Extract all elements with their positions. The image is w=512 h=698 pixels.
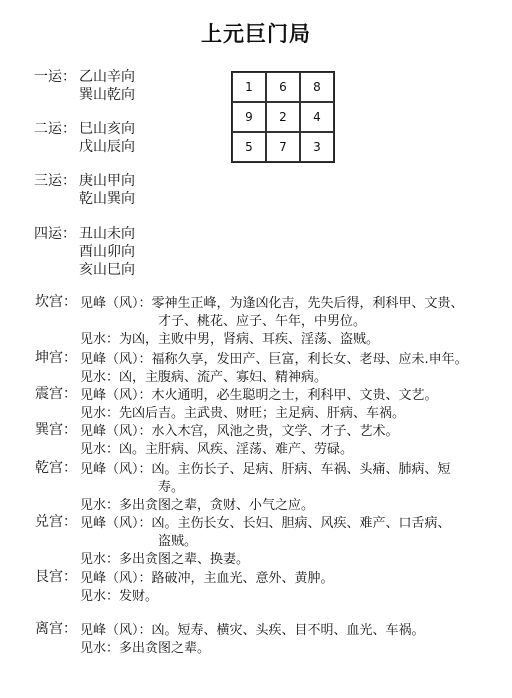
yun-2-dir-1: 巳山亥向 bbox=[79, 121, 135, 137]
palace-gen-shui: 见水：发财。 bbox=[80, 589, 159, 604]
palace-xun-label: 巽宫： bbox=[35, 422, 77, 438]
palace-xun-feng: 见峰（风）：水入木宫，风池之贵，文学、才子、艺术。 bbox=[80, 424, 399, 439]
palace-kan-feng-cont: 才子、桃花、应子、午年，中男位。 bbox=[158, 314, 367, 329]
palace-dui-feng-cont: 盗贼。 bbox=[158, 534, 198, 549]
grid-cell: 8 bbox=[300, 72, 334, 102]
palace-kan-label: 坎宫： bbox=[35, 294, 77, 310]
palace-kun-shui: 见水：凶，主腹病、流产、寡妇、精神病。 bbox=[80, 370, 328, 385]
yun-1-dir-1: 乙山辛向 bbox=[79, 69, 135, 85]
yun-2-dir-2: 戊山辰向 bbox=[79, 139, 135, 155]
grid-cell: 4 bbox=[300, 102, 334, 132]
grid-cell: 1 bbox=[232, 72, 266, 102]
palace-qian-label: 乾宫： bbox=[35, 460, 77, 476]
yun-3-dir-2: 乾山巽向 bbox=[79, 191, 135, 207]
palace-kun-feng: 见峰（风）：福称久享，发田产、巨富，利长女、老母、应未.申年。 bbox=[80, 352, 468, 367]
palace-qian-feng-cont: 寿。 bbox=[158, 480, 185, 495]
palace-dui-shui: 见水：多出贪图之辈、换妻。 bbox=[80, 552, 250, 567]
palace-dui-feng: 见峰（风）：凶。主伤长女、长妇、胆病、风疾、难产、口舌病、 bbox=[80, 516, 451, 531]
yun-3-label: 三运： bbox=[34, 173, 76, 189]
palace-qian-shui: 见水：多出贪图之辈，贪财、小气之应。 bbox=[80, 498, 315, 513]
yun-4-dir-3: 亥山巳向 bbox=[79, 262, 135, 278]
palace-gen-feng: 见峰（风）：路破冲，主血光、意外、黄肿。 bbox=[80, 571, 334, 586]
yun-1-label: 一运： bbox=[34, 69, 76, 85]
grid-cell: 9 bbox=[232, 102, 266, 132]
palace-qian-feng: 见峰（风）：凶。主伤长子、足病、肝病、车祸、头痛、肺病、短 bbox=[80, 462, 451, 477]
yun-4-dir-2: 酉山卯向 bbox=[79, 244, 135, 260]
palace-kun-label: 坤宫： bbox=[35, 350, 77, 366]
palace-gen-label: 艮宫： bbox=[35, 569, 77, 585]
grid-cell: 5 bbox=[232, 132, 266, 162]
palace-zhen-feng: 见峰（风）：木火通明，必生聪明之士，利科甲、文贵、文艺。 bbox=[80, 388, 438, 403]
yun-2-label: 二运： bbox=[34, 121, 76, 137]
yun-4-dir-1: 丑山未向 bbox=[79, 226, 135, 242]
grid-cell: 3 bbox=[300, 132, 334, 162]
palace-li-shui: 见水：多出贪图之辈。 bbox=[80, 641, 211, 656]
palace-zhen-shui: 见水：先凶后吉。主武贵、财旺；主足病、肝病、车祸。 bbox=[80, 406, 406, 421]
yun-1-dir-2: 巽山乾向 bbox=[79, 87, 135, 103]
grid-cell: 6 bbox=[266, 72, 300, 102]
palace-dui-label: 兑宫： bbox=[35, 514, 77, 530]
palace-zhen-label: 震宫： bbox=[35, 386, 77, 402]
palace-kan-feng: 见峰（风）：零神生正峰，为逢凶化吉，先失后得，利科甲、文贵、 bbox=[80, 296, 464, 311]
grid-cell: 2 bbox=[266, 102, 300, 132]
star-grid bbox=[231, 71, 335, 163]
grid-cell: 7 bbox=[266, 132, 300, 162]
yun-3-dir-1: 庚山甲向 bbox=[79, 173, 135, 189]
palace-li-feng: 见峰（风）：凶。短寿、横灾、头疾、目不明、血光、车祸。 bbox=[80, 623, 425, 638]
palace-li-label: 离宫： bbox=[35, 621, 77, 637]
yun-4-label: 四运： bbox=[34, 226, 76, 242]
palace-kan-shui: 见水：为凶，主败中男，肾病、耳疾、淫荡、盗贼。 bbox=[80, 332, 380, 347]
page-title: 上元巨门局 bbox=[201, 22, 311, 46]
palace-xun-shui: 见水：凶。主肝病、风疾、淫荡、难产、劳碌。 bbox=[80, 442, 354, 457]
